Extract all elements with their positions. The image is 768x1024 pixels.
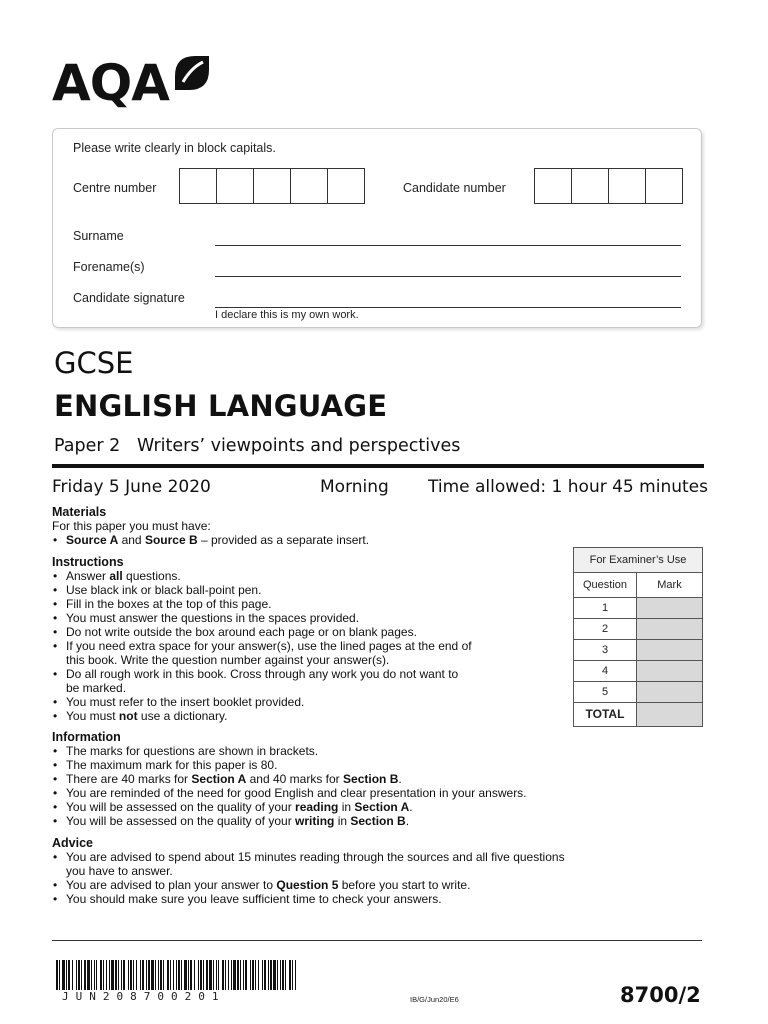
barcode-bar <box>81 960 82 990</box>
forename-label: Forename(s) <box>73 260 145 274</box>
barcode-bar <box>155 960 156 990</box>
question-number: 1 <box>574 598 637 618</box>
candidate-number-label: Candidate number <box>403 181 506 195</box>
barcode-bar <box>237 960 239 990</box>
forename-line[interactable] <box>215 276 681 277</box>
barcode-bar <box>109 960 110 990</box>
materials-section <box>52 505 572 547</box>
barcode-bar <box>228 960 229 990</box>
instruction-item: • You must not use a dictionary. <box>52 709 572 723</box>
barcode-bar <box>163 960 164 990</box>
centre-digit-box[interactable] <box>290 168 328 204</box>
barcode-bar <box>170 960 171 990</box>
barcode-bar <box>190 960 192 990</box>
mark-cell <box>637 640 702 660</box>
barcode-bar <box>194 960 195 990</box>
barcode-bar <box>255 960 256 990</box>
barcode-bar <box>206 960 208 990</box>
barcode-bar <box>243 960 244 990</box>
barcode-bar <box>200 960 202 990</box>
total-row <box>574 703 702 726</box>
barcode-bar <box>231 960 232 990</box>
centre-number-label: Centre number <box>73 181 157 195</box>
materials-intro: For this paper you must have: <box>52 519 211 533</box>
barcode-bar <box>56 960 58 990</box>
barcode-bar <box>216 960 217 990</box>
instruction-item: • If you need extra space for your answer(s), use the lined pages at the end of this book. Write the question number against your answer(s). <box>52 639 572 667</box>
barcode-bar <box>59 960 60 990</box>
paper-title: Paper 2 Writers’ viewpoints and perspectives <box>54 436 461 456</box>
barcode-bar <box>258 960 259 990</box>
instruction-item: • You must refer to the insert booklet provided. <box>52 695 572 709</box>
question-number: 3 <box>574 640 637 660</box>
barcode-bar <box>151 960 154 990</box>
examiner-table-title: For Examiner’s Use <box>574 548 702 573</box>
candidate-digit-box[interactable] <box>608 168 646 204</box>
examiner-use-table <box>573 547 703 727</box>
barcode-bar <box>203 960 204 990</box>
question-number: 2 <box>574 619 637 639</box>
mark-cell <box>637 598 702 618</box>
barcode-bar <box>118 960 119 990</box>
surname-label: Surname <box>73 229 124 243</box>
information-item: • You will be assessed on the quality of your reading in Section A. <box>52 800 692 814</box>
table-row <box>574 661 702 682</box>
barcode-bar <box>252 960 254 990</box>
information-item: • There are 40 marks for Section A and 40 marks for Section B. <box>52 772 692 786</box>
advice-heading: Advice <box>52 836 93 850</box>
barcode-bar <box>198 960 199 990</box>
instruction-item: • Use black ink or black ball-point pen. <box>52 583 572 597</box>
materials-item: • Source A and Source B – provided as a separate insert. <box>52 533 572 547</box>
barcode-bar <box>76 960 77 990</box>
exam-date: Friday 5 June 2020 <box>52 477 211 497</box>
barcode-bar <box>285 960 286 990</box>
barcode-bar <box>66 960 67 990</box>
barcode-bar <box>176 960 177 990</box>
logo-text: AQA <box>52 54 169 112</box>
barcode-bar <box>270 960 272 990</box>
centre-digit-box[interactable] <box>327 168 365 204</box>
paper-reference: IB/G/Jun20/E6 <box>410 995 459 1004</box>
barcode-bar <box>188 960 189 990</box>
barcode-bar <box>240 960 241 990</box>
total-label: TOTAL <box>574 703 637 726</box>
barcode-bar <box>72 960 73 990</box>
barcode-bar <box>68 960 70 990</box>
subject-title: ENGLISH LANGUAGE <box>54 389 388 423</box>
barcode-bar <box>121 960 122 990</box>
barcode-bar <box>146 960 147 990</box>
barcode-bar <box>123 960 125 990</box>
barcode-bar <box>264 960 266 990</box>
barcode-bar <box>84 960 86 990</box>
surname-line[interactable] <box>215 245 681 246</box>
question-column-header: Question <box>574 573 637 597</box>
barcode-bar <box>128 960 129 990</box>
table-row <box>574 682 702 703</box>
barcode-bar <box>295 960 296 990</box>
question-number: 5 <box>574 682 637 702</box>
instruction-item: • Do all rough work in this book. Cross through any work you do not want to be marked. <box>52 667 572 695</box>
information-item: • The maximum mark for this paper is 80. <box>52 758 692 772</box>
barcode-bar <box>160 960 162 990</box>
barcode-bar <box>233 960 236 990</box>
barcode-bar <box>268 960 269 990</box>
candidate-digit-box[interactable] <box>534 168 572 204</box>
information-item: • You are reminded of the need for good English and clear presentation in your answers. <box>52 786 692 800</box>
barcode-bar <box>173 960 174 990</box>
barcode-bar <box>94 960 95 990</box>
mark-cell <box>637 661 702 681</box>
barcode-bar <box>103 960 104 990</box>
barcode-bar <box>282 960 284 990</box>
barcode-bar <box>178 960 180 990</box>
block-capitals-instruction: Please write clearly in block capitals. <box>73 141 276 155</box>
qualification-level: GCSE <box>54 346 134 380</box>
mark-column-header: Mark <box>657 579 682 591</box>
instructions-heading: Instructions <box>52 555 124 569</box>
advice-item: • You are advised to spend about 15 minutes reading through the sources and all five questions you have to answer. <box>52 850 692 878</box>
barcode-bar <box>213 960 214 990</box>
barcode-bar <box>87 960 90 990</box>
barcode-bar <box>218 960 219 990</box>
barcode-bar <box>130 960 132 990</box>
advice-item: • You are advised to plan your answer to Question 5 before you start to write. <box>52 878 692 892</box>
barcode-bar <box>133 960 134 990</box>
barcode-bar <box>106 960 107 990</box>
time-allowed: Time allowed: 1 hour 45 minutes <box>428 477 708 497</box>
barcode-bar <box>222 960 224 990</box>
centre-number-boxes[interactable] <box>180 168 365 204</box>
instructions-section <box>52 555 572 723</box>
barcode-bar <box>209 960 212 990</box>
barcode-bar <box>289 960 291 990</box>
table-row <box>574 598 702 619</box>
mark-cell <box>637 619 702 639</box>
barcode-bar <box>111 960 114 990</box>
barcode-bar <box>100 960 102 990</box>
barcode-bar <box>115 960 117 990</box>
signature-line[interactable] <box>215 307 681 308</box>
footer-rule <box>52 940 702 941</box>
barcode-bar <box>225 960 226 990</box>
barcode-bar <box>62 960 65 990</box>
barcode-bar <box>262 960 263 990</box>
barcode-bar <box>167 960 169 990</box>
advice-section <box>52 836 692 906</box>
centre-digit-box[interactable] <box>216 168 254 204</box>
barcode-bar <box>140 960 141 990</box>
barcode-bar <box>181 960 182 990</box>
signature-label: Candidate signature <box>73 291 185 305</box>
barcode-bar <box>245 960 247 990</box>
barcode-bar <box>96 960 97 990</box>
barcode-bar <box>292 960 293 990</box>
barcode-bar <box>280 960 281 990</box>
exam-session: Morning <box>320 477 389 497</box>
aqa-logo <box>52 56 209 110</box>
information-section <box>52 730 692 828</box>
aqa-leaf-icon <box>173 56 209 90</box>
question-number: 4 <box>574 661 637 681</box>
candidate-digit-box[interactable] <box>571 168 609 204</box>
barcode-bar <box>148 960 150 990</box>
mark-cell <box>637 682 702 702</box>
barcode-bar <box>158 960 159 990</box>
instruction-item: • You must answer the questions in the spaces provided. <box>52 611 572 625</box>
instruction-item: • Do not write outside the box around each page or on blank pages. <box>52 625 572 639</box>
title-rule <box>52 464 704 468</box>
barcode-number: JUN208700201 <box>62 990 226 1003</box>
table-row <box>574 619 702 640</box>
instruction-item: • Answer all questions. <box>52 569 572 583</box>
barcode-bar <box>277 960 278 990</box>
centre-digit-box[interactable] <box>253 168 291 204</box>
advice-item: • You should make sure you leave sufficient time to check your answers. <box>52 892 692 906</box>
information-heading: Information <box>52 730 121 744</box>
instruction-item: • Fill in the boxes at the top of this page. <box>52 597 572 611</box>
barcode-bar <box>184 960 187 990</box>
candidate-number-boxes[interactable] <box>535 168 683 204</box>
examiner-table-header <box>574 573 702 598</box>
materials-heading: Materials <box>52 505 107 519</box>
table-row <box>574 640 702 661</box>
declaration-text: I declare this is my own work. <box>215 309 359 321</box>
candidate-digit-box[interactable] <box>645 168 683 204</box>
information-item: • The marks for questions are shown in brackets. <box>52 744 692 758</box>
barcode-bar <box>142 960 144 990</box>
total-mark-cell <box>637 703 702 726</box>
barcode-bar <box>91 960 92 990</box>
barcode-bar <box>78 960 80 990</box>
barcode-bar <box>273 960 276 990</box>
barcode-bar <box>250 960 251 990</box>
barcode-icon <box>56 960 296 990</box>
paper-code: 8700/2 <box>620 983 701 1007</box>
centre-digit-box[interactable] <box>179 168 217 204</box>
barcode-bar <box>136 960 137 990</box>
information-item: • You will be assessed on the quality of your writing in Section B. <box>52 814 692 828</box>
